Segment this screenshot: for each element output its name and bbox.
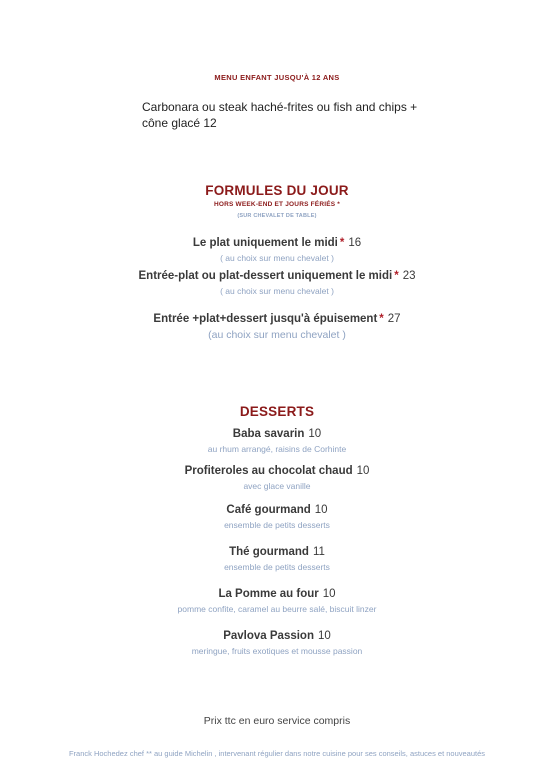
dessert-item [0, 465, 554, 477]
dessert-desc: ensemble de petits desserts [224, 520, 330, 530]
formule-price: 23 [402, 270, 416, 282]
formule-desc: (au choix sur menu chevalet ) [208, 329, 346, 341]
formule-star: * [394, 270, 399, 282]
dessert-desc: pomme confite, caramel au beurre salé, biscuit linzer [177, 604, 377, 614]
formule-item [0, 313, 554, 325]
formules-note: (SUR CHEVALET DE TABLE) [237, 213, 317, 219]
dessert-price: 10 [308, 428, 322, 440]
desserts-title: DESSERTS [239, 404, 315, 419]
dessert-item [0, 546, 554, 558]
footer-prices: Prix ttc en euro service compris [203, 715, 351, 727]
formule-item [0, 237, 554, 249]
dessert-price: 10 [314, 504, 328, 516]
dessert-name: Thé gourmand [229, 546, 309, 558]
dessert-name: Pavlova Passion [223, 630, 314, 642]
dessert-desc: ensemble de petits desserts [224, 562, 330, 572]
formule-star: * [379, 313, 384, 325]
dessert-desc: meringue, fruits exotiques et mousse passion [191, 646, 363, 656]
dessert-price: 11 [312, 546, 325, 558]
dessert-item [0, 630, 554, 642]
formule-item [0, 270, 554, 282]
formule-star: * [339, 237, 345, 249]
formules-title: FORMULES DU JOUR [205, 183, 349, 198]
formule-price: 27 [387, 313, 401, 325]
dessert-item [0, 428, 554, 440]
dessert-desc: au rhum arrangé, raisins de Corhinte [207, 444, 347, 454]
kids-menu-text: Carbonara ou steak haché-frites ou fish and chips + cône glacé 12 [142, 100, 418, 130]
dessert-price: 10 [356, 465, 370, 477]
dessert-name: Profiteroles au chocolat chaud [184, 465, 353, 477]
formule-desc: ( au choix sur menu chevalet ) [220, 286, 334, 296]
formule-name: Entrée-plat ou plat-dessert uniquement le midi [138, 270, 393, 282]
dessert-name: Baba savarin [232, 428, 305, 440]
formule-name: Le plat uniquement le midi [192, 237, 338, 249]
formules-subtitle: HORS WEEK-END ET JOURS FÉRIÉS * [213, 201, 341, 208]
formule-price: 16 [348, 237, 362, 249]
dessert-name: Café gourmand [226, 504, 311, 516]
dessert-desc: avec glace vanille [243, 481, 311, 491]
dessert-name: La Pomme au four [218, 588, 319, 600]
formule-desc: ( au choix sur menu chevalet ) [220, 253, 334, 263]
kids-menu-title: MENU ENFANT JUSQU'À 12 ANS [214, 73, 340, 82]
footer-chef-note: Franck Hochedez chef ** au guide Michelin , intervenant régulier dans notre cuisine pour ses conseils, astuces et nouveautés [68, 749, 486, 758]
dessert-item [0, 504, 554, 516]
dessert-price: 10 [322, 588, 336, 600]
dessert-price: 10 [317, 630, 331, 642]
formule-name: Entrée +plat+dessert jusqu'à épuisement [153, 313, 378, 325]
dessert-item [0, 588, 554, 600]
